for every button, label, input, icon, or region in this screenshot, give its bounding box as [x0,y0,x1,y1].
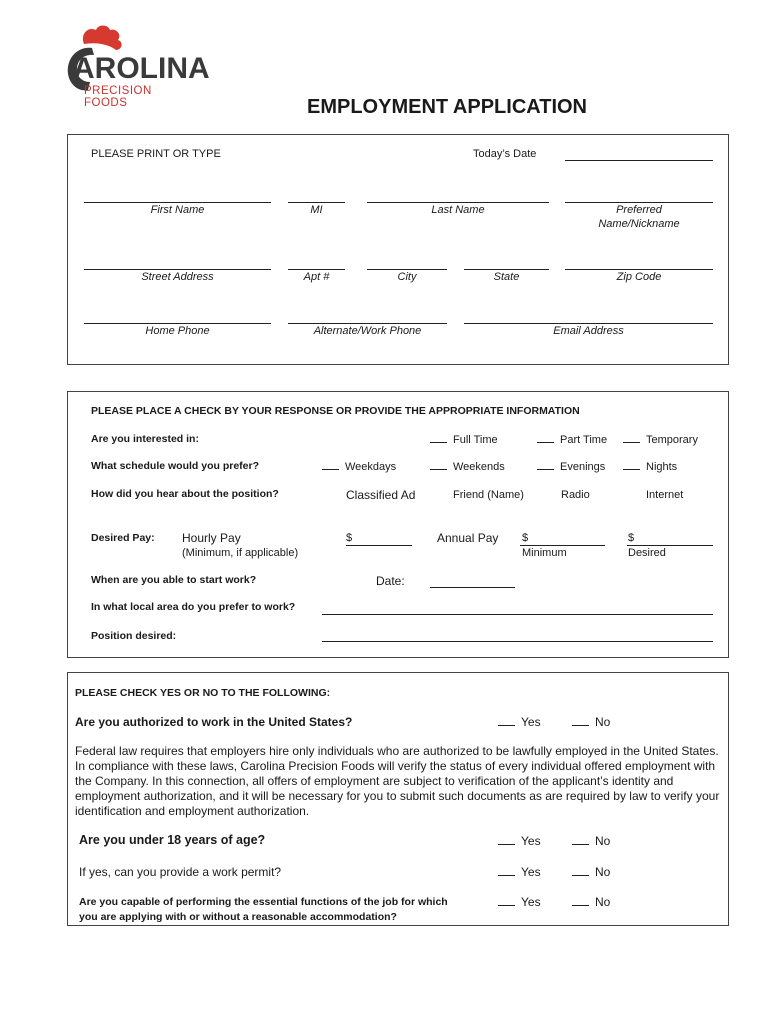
position-field[interactable] [322,641,713,642]
under-18-question: Are you under 18 years of age? [79,833,266,847]
position-question: Position desired: [91,630,177,642]
area-field[interactable] [322,614,713,615]
company-logo [58,22,210,109]
capable-yes[interactable]: Yes [498,895,541,909]
yes-no-heading: PLEASE CHECK YES OR NO TO THE FOLLOWING: [75,687,331,699]
email-label: Email Address [553,325,624,337]
home-phone-label: Home Phone [145,325,210,337]
capable-question: Are you capable of performing the essential functions of the job for which you are applying with or without a reasonable accommodation? [79,896,448,923]
full-time-option[interactable]: Full Time [430,433,498,446]
interested-question: Are you interested in: [91,433,199,445]
authorized-question: Are you authorized to work in the United States? [75,715,353,729]
nights-option[interactable]: Nights [623,460,677,473]
work-permit-yes[interactable]: Yes [498,865,541,879]
logo-wordmark: AROLINA [73,52,210,85]
classified-ad-option[interactable]: Classified Ad [346,488,416,502]
hear-question: How did you hear about the position? [91,488,279,500]
annual-pay-label: Annual Pay [437,531,499,545]
first-name-label: First Name [150,204,205,216]
apt-label: Apt # [303,271,330,283]
page-title: EMPLOYMENT APPLICATION [307,96,587,118]
check-response-heading: PLEASE PLACE A CHECK BY YOUR RESPONSE OR PROVIDE THE APPROPRIATE INFORMATION [91,405,580,417]
radio-option[interactable]: Radio [561,489,590,501]
todays-date-field[interactable] [565,160,713,161]
capable-no[interactable]: No [572,895,610,909]
weekends-option[interactable]: Weekends [430,460,505,473]
street-address-label: Street Address [141,271,214,283]
start-date-label: Date: [376,574,405,588]
last-name-label: Last Name [431,204,485,216]
under-18-no[interactable]: No [572,834,610,848]
part-time-option[interactable]: Part Time [537,433,607,446]
friend-option[interactable]: Friend (Name) [453,489,524,501]
work-permit-question: If yes, can you provide a work permit? [79,865,282,879]
minimum-label: Minimum [522,547,567,559]
min-dollar-sign: $ [522,532,529,544]
work-permit-no[interactable]: No [572,865,610,879]
city-label: City [397,271,417,283]
state-label: State [493,271,520,283]
hourly-pay-label: Hourly Pay [182,531,241,545]
todays-date-label: Today’s Date [473,148,537,160]
area-question: In what local area do you prefer to work? [91,601,296,613]
under-18-yes[interactable]: Yes [498,834,541,848]
hourly-pay-field[interactable] [346,545,412,546]
annual-min-field[interactable] [520,545,605,546]
federal-law-text: Federal law requires that employers hire only individuals who are authorized to be lawfully employed in the United States. In compliance with these laws, Carolina Precision Foods will verify the status of every individual offered employment with the Company. In this connection, all offers of employment are subject to verification of the applicant’s identity and employment authorization, and it will be necessary for you to submit such documents as are required by law to verify your identification and employment authorization. [75,744,720,818]
preferred-name-label: Preferred Name/Nickname [598,204,680,230]
internet-option[interactable]: Internet [646,489,684,501]
authorized-no[interactable]: No [572,715,610,729]
desired-label: Desired [628,547,666,559]
position-info-section [67,391,729,658]
hourly-dollar-sign: $ [346,532,353,544]
weekdays-option[interactable]: Weekdays [322,460,396,473]
min-applicable-note: (Minimum, if applicable) [182,547,299,559]
alt-phone-label: Alternate/Work Phone [313,325,422,337]
mi-label: MI [310,204,323,216]
zip-code-label: Zip Code [616,271,662,283]
desired-dollar-sign: $ [628,532,635,544]
authorized-yes[interactable]: Yes [498,715,541,729]
schedule-question: What schedule would you prefer? [91,460,260,472]
evenings-option[interactable]: Evenings [537,460,605,473]
start-question: When are you able to start work? [91,574,257,586]
annual-desired-field[interactable] [627,545,713,546]
print-type-heading: PLEASE PRINT OR TYPE [91,148,221,160]
logo-subtitle: PRECISION FOODS [84,85,152,109]
temporary-option[interactable]: Temporary [623,433,698,446]
desired-pay-label: Desired Pay: [91,532,155,544]
start-date-field[interactable] [430,587,515,588]
